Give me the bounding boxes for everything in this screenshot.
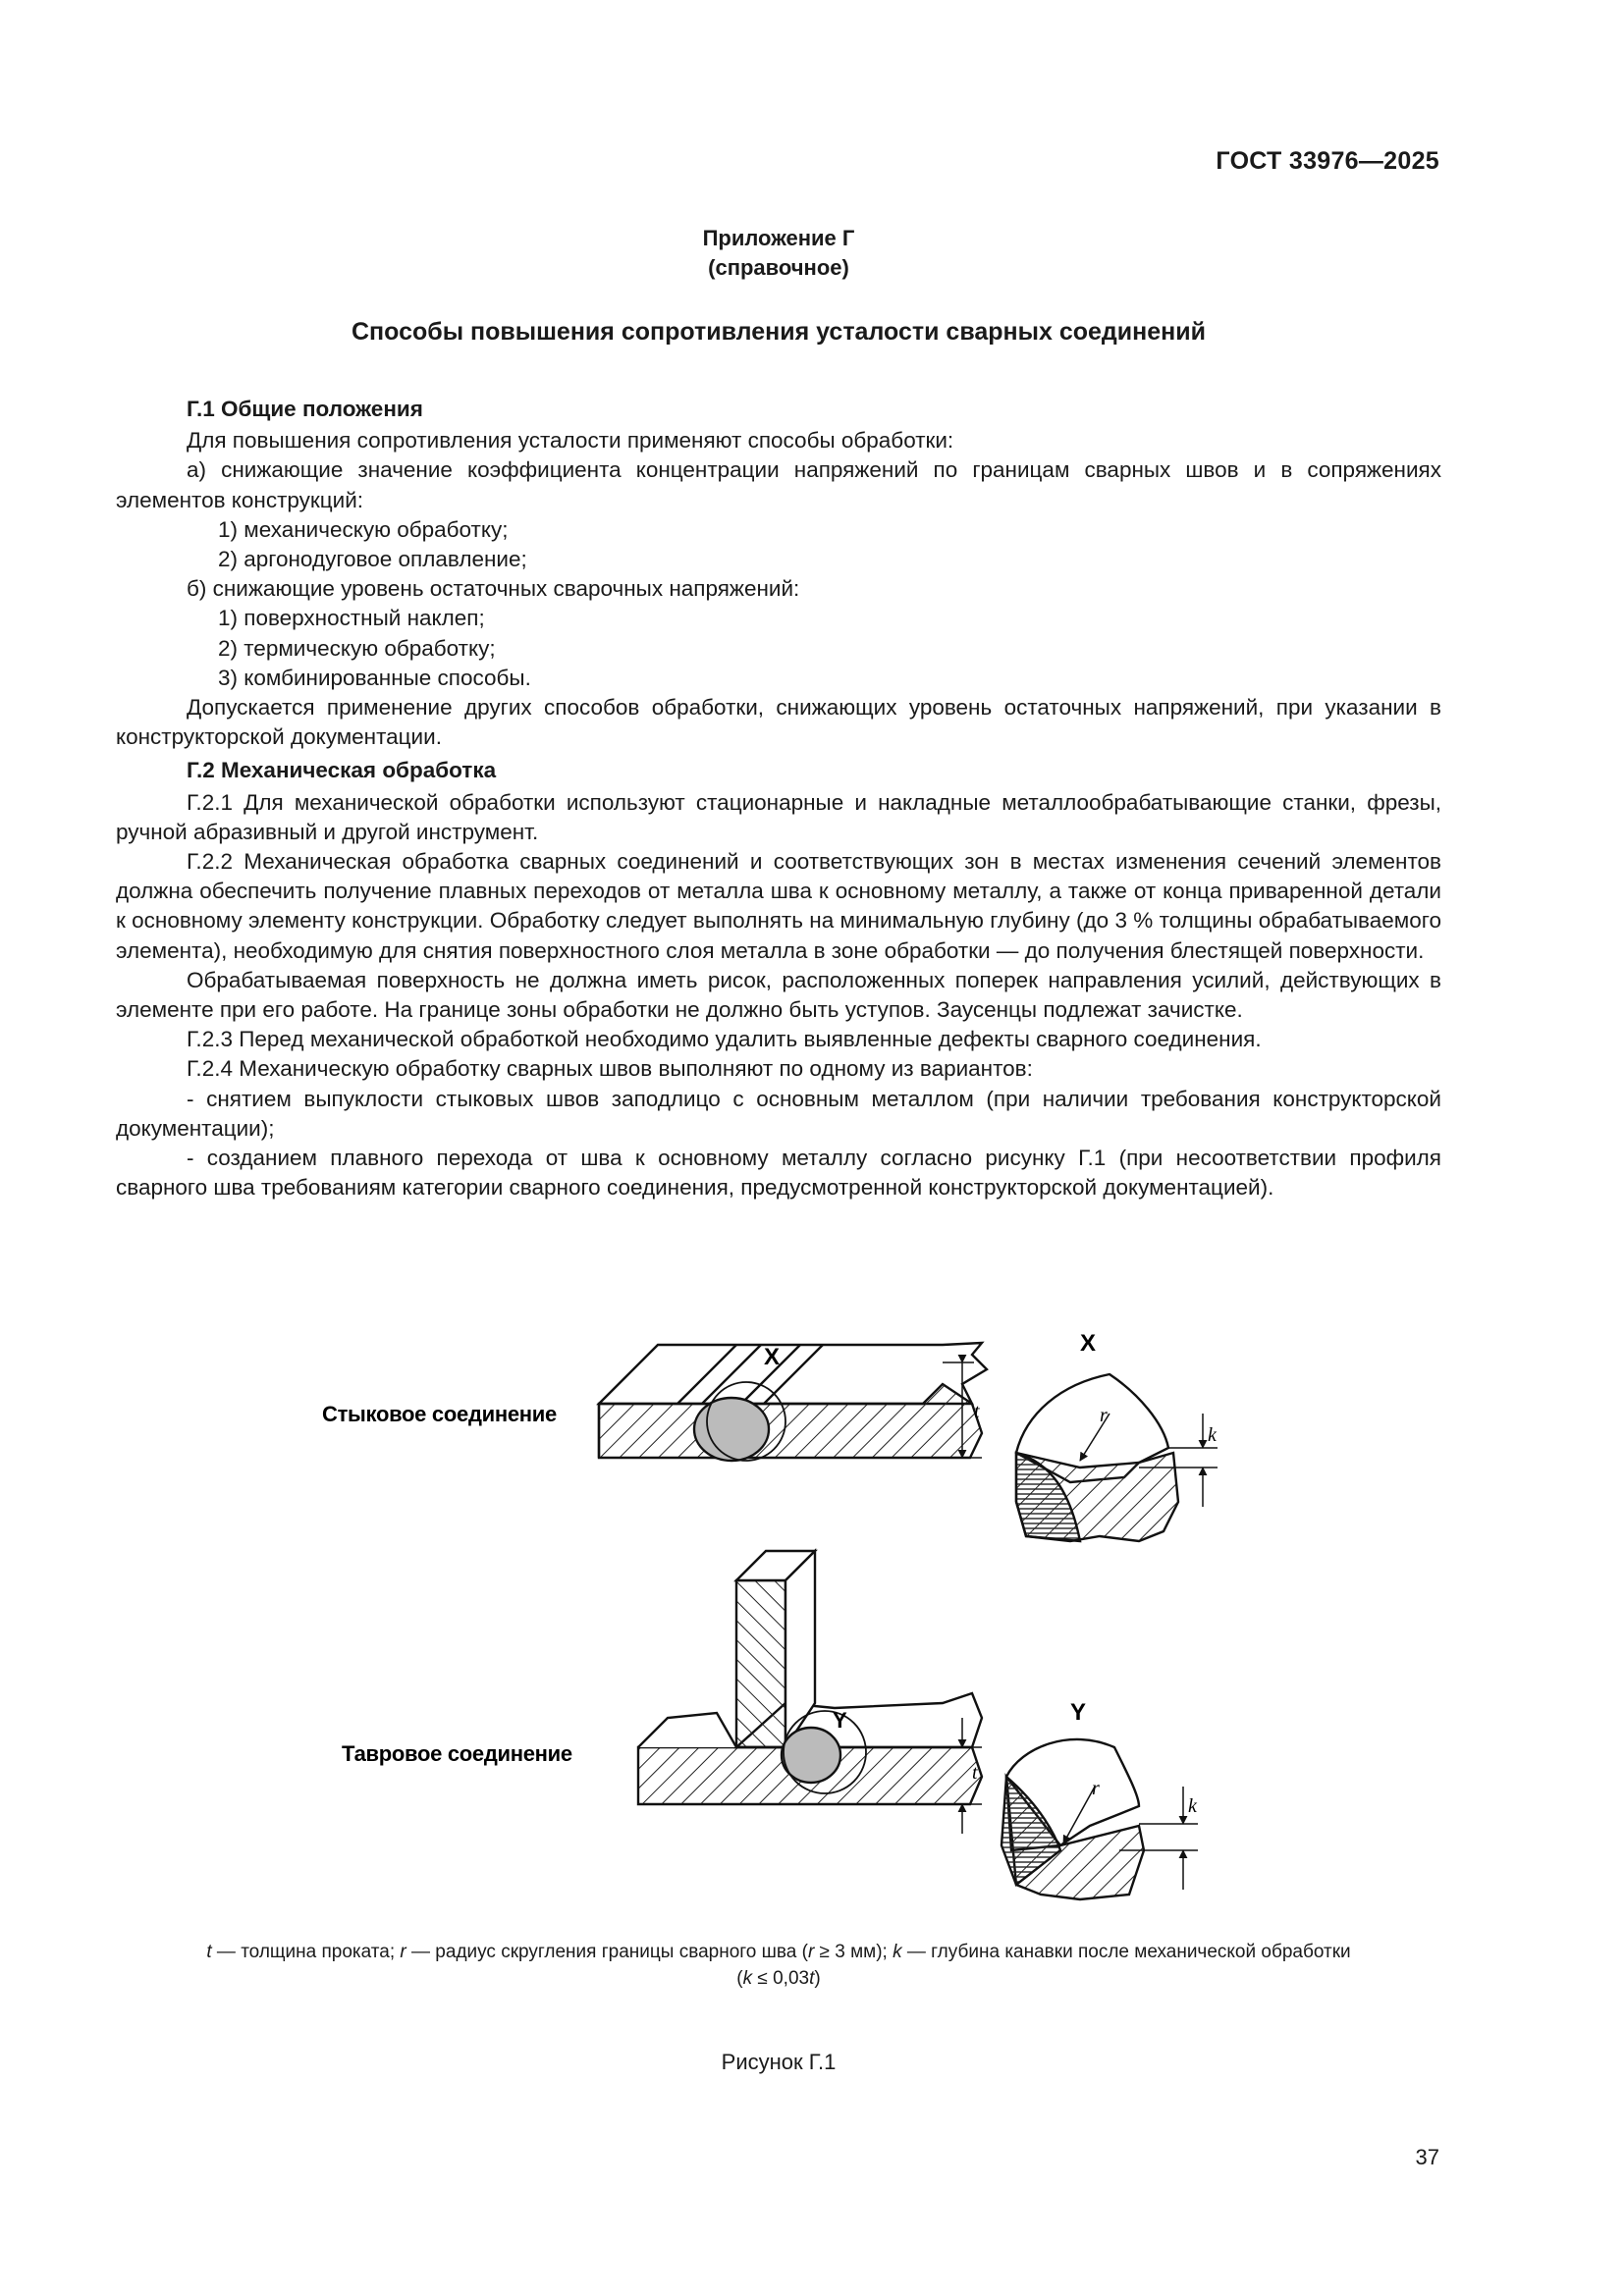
section-heading-g2: Г.2 Механическая обработка [187, 758, 497, 783]
list-item: 2) аргонодуговое оплавление; [218, 547, 527, 572]
paragraph: Для повышения сопротивления усталости применяют способы обработки: [187, 428, 954, 454]
legend-symbol-k: k [742, 1968, 753, 1989]
annex-title: Приложение Г [702, 226, 855, 250]
label-butt-joint: Стыковое соединение [322, 1402, 557, 1426]
weld-joints-drawing [295, 1315, 1276, 1934]
page-number: 37 [1415, 2145, 1439, 2169]
dim-k-y: k [1188, 1795, 1197, 1817]
mark-x-detail: X [1080, 1330, 1097, 1357]
list-item: а) снижающие значение коэффициента концентрации напряжений по границам сварных швов и в сопряжениях элементов конструкций: [116, 457, 1441, 512]
list-item: 2) термическую обработку; [218, 635, 496, 661]
section-heading-g1: Г.1 Общие положения [187, 397, 423, 421]
list-item: 1) механическую обработку; [218, 516, 509, 542]
legend-line-2 [116, 1965, 1441, 1992]
paragraph: Обрабатываемая поверхность не должна иметь рисок, расположенных поперек направления усилий, действующих в элементе при его работе. На границе зоны обработки не должно быть уступов. Заусенцы подлежат зачистке. [116, 967, 1441, 1023]
dim-t-butt: t [974, 1401, 980, 1422]
paragraph: - снятием выпуклости стыковых швов заподлицо с основным металлом (при наличии требования конструкторской документации); [116, 1086, 1441, 1141]
label-tee-joint: Тавровое соединение [342, 1741, 572, 1766]
mark-x-main: X [764, 1344, 781, 1370]
dim-r-y: r [1092, 1778, 1100, 1799]
legend-line-1 [116, 1939, 1441, 1965]
tee-joint-drawing [638, 1551, 982, 1834]
standard-designation: ГОСТ 33976—2025 [1216, 147, 1439, 175]
legend-text: — радиус скругления границы сварного шва ( [406, 1942, 808, 1962]
legend-text: — глубина канавки после механической обработки [901, 1942, 1351, 1962]
paragraph: Г.2.2 Механическая обработка сварных соединений и соответствующих зон в местах изменения сечений элементов должна обеспечить получение плавных переходов от металла шва к основному металлу, а также от конца приваренной детали к основному элементу конструкции. Обработку следует выполнять на минимальную глубину (до 3 % толщины обрабатываемого элемента), необходимую для снятия поверхностного слоя металла в зоне обработки — до получения блестящей поверхности. [116, 849, 1441, 963]
legend-text: — толщина проката; [211, 1942, 401, 1962]
legend-symbol-k: k [893, 1942, 902, 1962]
legend-symbol-r: r [400, 1942, 406, 1962]
paragraph: Г.2.4 Механическую обработку сварных швов выполняют по одному из вариантов: [187, 1056, 1033, 1082]
detail-y-drawing [1001, 1739, 1198, 1899]
paragraph: - созданием плавного перехода от шва к основному металлу согласно рисунку Г.1 (при несоответствии профиля сварного шва требованиям категории сварного соединения, предусмотренной конструкторской документацией). [116, 1146, 1441, 1201]
mark-y-detail: Y [1070, 1699, 1087, 1726]
legend-text: ( [736, 1968, 743, 1989]
dim-t-tee: t [972, 1762, 978, 1784]
detail-x-drawing [1016, 1374, 1218, 1541]
butt-joint-drawing [599, 1343, 987, 1461]
list-item: б) снижающие уровень остаточных сварочных напряжений: [187, 576, 800, 602]
list-item: 1) поверхностный наклеп; [218, 606, 485, 631]
legend-text: ≥ 3 мм); [814, 1942, 893, 1962]
list-item: 3) комбинированные способы. [218, 665, 531, 690]
mark-y-main: Y [833, 1708, 847, 1733]
legend-text: ≤ 0,03 [752, 1968, 810, 1989]
annex-heading [116, 224, 1441, 283]
paragraph: Г.2.1 Для механической обработки используют стационарные и накладные металлообрабатывающие станки, фрезы, ручной абразивный и другой инструмент. [116, 789, 1441, 844]
page-title: Способы повышения сопротивления усталости сварных соединений [351, 318, 1206, 346]
legend-text: ) [814, 1968, 821, 1989]
legend-symbol-r: r [807, 1942, 815, 1962]
annex-status: (справочное) [708, 255, 849, 280]
dim-k-x: k [1208, 1424, 1217, 1446]
paragraph: Г.2.3 Перед механической обработкой необходимо удалить выявленные дефекты сварного соединения. [187, 1027, 1262, 1052]
paragraph: Допускается применение других способов обработки, снижающих уровень остаточных напряжений, при указании в конструкторской документации. [116, 695, 1441, 750]
dim-r-x: r [1100, 1405, 1108, 1426]
legend-symbol-t: t [206, 1942, 212, 1962]
figure-legend [116, 1939, 1441, 1992]
body-text [116, 391, 1441, 1202]
figure-g1 [295, 1315, 1276, 1934]
legend-symbol-t: t [809, 1968, 815, 1989]
figure-caption: Рисунок Г.1 [721, 2050, 837, 2074]
